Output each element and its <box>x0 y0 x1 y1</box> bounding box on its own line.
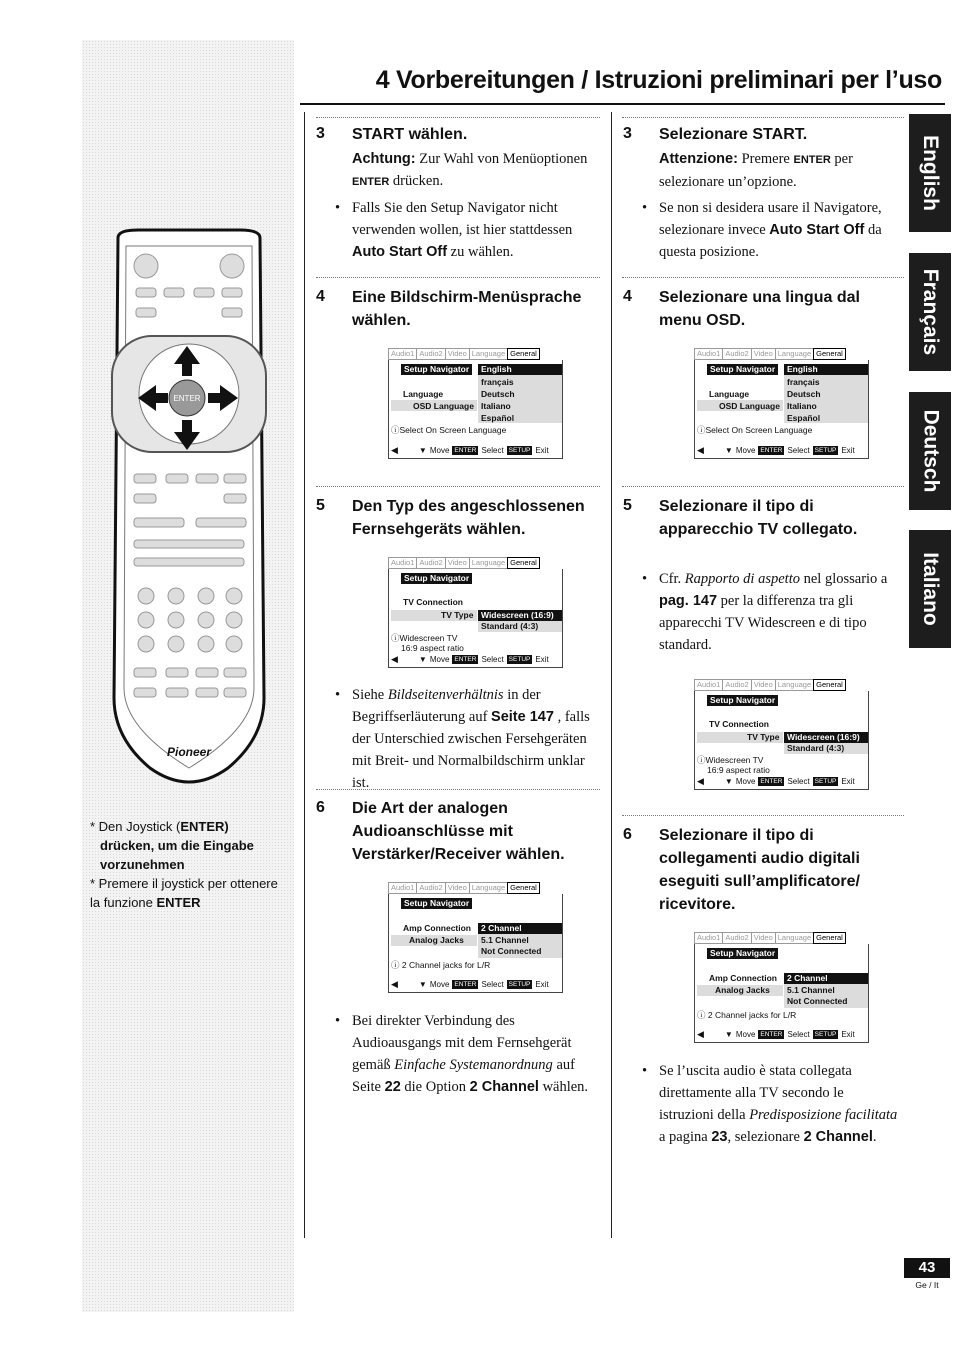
step-heading: Die Art der analogen Audioanschlüsse mit Verstärker/Receiver wählen. <box>352 800 565 863</box>
tab-deutsch-label: Deutsch <box>919 409 943 493</box>
osd-info: ⓘSelect On Screen Language <box>391 425 507 435</box>
bullet-text: in der Begriffserläuterung auf <box>352 687 541 725</box>
osd-tabs <box>694 932 869 944</box>
step-bullet: • Siehe Bildseitenverhältnis in der Begriffserläuterung auf Seite 147 , falls der Unterschied zwischen Fersehgeräten mit Breit- und Normalbildschirm unklar ist. <box>335 687 590 791</box>
footnote-it-enter: ENTER <box>156 895 201 910</box>
osd-option: Español <box>787 413 821 423</box>
osd-selected-option: 2 Channel <box>784 973 868 984</box>
osd-option: Italiano <box>481 401 511 411</box>
note-enter: ENTER <box>352 176 390 188</box>
osd-body <box>388 569 563 668</box>
osd-move: Move <box>429 980 450 989</box>
note-end: drücken. <box>389 173 444 189</box>
osd-body <box>694 360 869 459</box>
osd-label: Analog Jacks <box>409 935 464 945</box>
step-number: 3 <box>623 125 632 142</box>
bullet-text: Falls Sie den Setup Navigator nicht verwenden wollen, ist hier stattdessen <box>352 200 573 238</box>
osd-footer: ◀ ▼ Move ENTER Select SETUP Exit <box>391 445 549 455</box>
osd-banner: Setup Navigator <box>707 364 778 375</box>
note-label: Attenzione: <box>659 151 738 167</box>
footnote-de <box>90 817 290 836</box>
osd-tab: Video <box>445 557 469 569</box>
column-divider-right <box>611 112 612 1238</box>
enter-label: ENTER <box>173 394 201 403</box>
osd-label: Language <box>403 389 444 399</box>
osd-body <box>388 360 563 459</box>
osd-label: TV Type <box>441 610 474 620</box>
osd-tab: Audio1 <box>388 882 416 894</box>
osd-banner: Setup Navigator <box>401 898 472 909</box>
bullet-bold: Auto Start Off <box>769 222 865 238</box>
osd-tab: Video <box>445 348 469 360</box>
osd-tab-active: General <box>813 679 846 691</box>
osd-exit: Exit <box>535 446 549 455</box>
bullet-text: Cfr. <box>659 571 685 587</box>
osd-selected-option: 2 Channel <box>478 923 562 934</box>
osd-tab: Audio2 <box>416 882 444 894</box>
tab-italiano[interactable] <box>909 530 951 648</box>
page-language-code: Ge / It <box>915 1280 939 1290</box>
bullet-end: . <box>872 1129 877 1145</box>
bullet-text: nel glossario a <box>799 571 888 587</box>
osd-footer: ◀ ▼ Move ENTER Select SETUP Exit <box>697 1029 855 1039</box>
osd-tab: Audio2 <box>416 557 444 569</box>
osd-option: français <box>481 377 514 387</box>
osd-info: ⓘ 2 Channel jacks for L/R <box>697 1010 797 1020</box>
osd-option: Not Connected <box>787 996 848 1006</box>
osd-tab: Video <box>751 679 775 691</box>
step-number: 3 <box>316 125 325 142</box>
step-note <box>352 148 600 193</box>
osd-select: Select <box>481 446 504 455</box>
osd-selected-option: English <box>478 364 562 375</box>
osd-footer: ◀ ▼ Move ENTER Select SETUP Exit <box>391 979 549 989</box>
step-number: 6 <box>316 799 325 816</box>
bullet-text: Bei direkter Verbindung des Audioausgangs mit dem Fernsehgerät gemäß <box>352 1013 572 1073</box>
osd-label: OSD Language <box>413 401 474 411</box>
bullet-italic: Einfache Systemanordnung <box>394 1057 553 1073</box>
enter-key-icon: ENTER <box>454 447 477 454</box>
osd-info-text: 2 Channel jacks for L/R <box>707 1010 797 1020</box>
osd-label: Language <box>709 389 750 399</box>
osd-option: Italiano <box>787 401 817 411</box>
rule <box>316 277 600 278</box>
step-number: 4 <box>316 288 325 305</box>
osd-tab: Video <box>751 932 775 944</box>
bullet-end: da questa posizione. <box>659 222 882 260</box>
osd-amp-screen <box>694 932 869 1044</box>
osd-info-text: Select On Screen Language <box>705 425 813 435</box>
osd-info: ⓘSelect On Screen Language <box>697 425 813 435</box>
osd-label: Amp Connection <box>403 923 471 933</box>
osd-info-text: Select On Screen Language <box>399 425 507 435</box>
note-text: Zur Wahl von Menüoptionen <box>415 151 588 167</box>
step-heading: START wählen. <box>352 126 468 143</box>
osd-language-screen <box>694 348 869 460</box>
osd-tab-active: General <box>507 882 540 894</box>
osd-tab: Language <box>469 348 507 360</box>
step-heading: Den Typ des angeschlossenen Fernsehgeräts wählen. <box>352 498 585 538</box>
osd-tab: Audio1 <box>694 679 722 691</box>
osd-label: Analog Jacks <box>715 985 770 995</box>
footnote-it-prefix: * Premere il joystick per ottenere la funzione <box>90 876 278 910</box>
osd-option: Español <box>481 413 515 423</box>
setup-key-icon: SETUP <box>814 778 837 785</box>
osd-banner: Setup Navigator <box>401 573 472 584</box>
note-label: Achtung: <box>352 151 416 167</box>
osd-footer: ◀ ▼ Move ENTER Select SETUP Exit <box>697 445 855 455</box>
osd-tab-active: General <box>507 557 540 569</box>
footnote-de-enter: ENTER) <box>180 819 229 834</box>
enter-key-icon: ENTER <box>760 778 783 785</box>
osd-banner: Setup Navigator <box>707 948 778 959</box>
bullet-text: a pagina <box>659 1129 712 1145</box>
bullet-text: auf Seite <box>352 1057 575 1095</box>
osd-info-text: Widescreen TV <box>705 755 764 765</box>
osd-label: TV Type <box>747 732 780 742</box>
rule <box>622 117 904 118</box>
osd-exit: Exit <box>841 1030 855 1039</box>
osd-banner: Setup Navigator <box>401 364 472 375</box>
step-heading: Selezionare START. <box>659 126 808 143</box>
rule <box>316 486 600 487</box>
osd-tab-active: General <box>813 932 846 944</box>
osd-tab-active: General <box>507 348 540 360</box>
osd-tabs <box>388 882 563 894</box>
osd-tab: Language <box>469 557 507 569</box>
osd-exit: Exit <box>841 446 855 455</box>
osd-move: Move <box>735 1030 756 1039</box>
osd-tab: Audio2 <box>722 348 750 360</box>
setup-key-icon: SETUP <box>508 447 531 454</box>
setup-key-icon: SETUP <box>814 1031 837 1038</box>
osd-label: Amp Connection <box>709 973 777 983</box>
osd-body <box>388 894 563 993</box>
bullet-text: Siehe <box>352 687 388 703</box>
osd-tabs <box>694 348 869 360</box>
osd-tab: Audio1 <box>388 557 416 569</box>
osd-info: ⓘWidescreen TV <box>391 633 458 643</box>
bullet-bold: 2 Channel <box>469 1079 539 1095</box>
enter-key-icon: ENTER <box>760 1031 783 1038</box>
bullet-end: , falls der Unterschied zwischen Fersehgeräten mit Breit- und Normalbildschirm unklar ist. <box>352 709 590 791</box>
page-number: 43 <box>904 1258 950 1278</box>
osd-exit: Exit <box>535 980 549 989</box>
osd-label: TV Connection <box>709 719 769 729</box>
osd-label: TV Connection <box>403 597 463 607</box>
osd-move: Move <box>735 446 756 455</box>
bullet-text: Se non si desidera usare il Navigatore, selezionare invece <box>659 200 882 238</box>
osd-tab: Language <box>775 348 813 360</box>
osd-option: 5.1 Channel <box>481 935 529 945</box>
osd-label: OSD Language <box>719 401 780 411</box>
osd-tab: Video <box>751 348 775 360</box>
bullet-text: die Option <box>400 1079 470 1095</box>
osd-banner: Setup Navigator <box>707 695 778 706</box>
osd-move: Move <box>735 777 756 786</box>
bullet-end: per la differenza tra gli apparecchi TV Widescreen e di tipo standard. <box>659 593 867 653</box>
osd-move: Move <box>429 446 450 455</box>
tab-english-label: English <box>919 135 942 211</box>
step-heading: Eine Bildschirm-Menüsprache wählen. <box>352 289 582 329</box>
note-enter: ENTER <box>793 154 831 166</box>
osd-exit: Exit <box>535 655 549 664</box>
step-bullet: • Falls Sie den Setup Navigator nicht verwenden wollen, ist hier stattdessen Auto Start Off zu wählen. <box>335 200 573 260</box>
osd-selected-option: Widescreen (16:9) <box>784 732 868 743</box>
bullet-end: zu wählen. <box>447 244 514 260</box>
bullet-italic: Predisposizione facilitata <box>749 1107 898 1123</box>
osd-body <box>694 944 869 1043</box>
rule <box>622 277 904 278</box>
osd-tv-screen <box>388 557 563 669</box>
osd-tab: Audio1 <box>388 348 416 360</box>
osd-info: ⓘWidescreen TV <box>697 755 764 765</box>
bullet-bold: Auto Start Off <box>352 244 448 260</box>
step-number: 5 <box>623 497 632 514</box>
osd-tab: Language <box>775 679 813 691</box>
column-divider-left <box>304 112 305 1238</box>
osd-tab: Video <box>445 882 469 894</box>
footnote-de-prefix: * Den Joystick ( <box>90 819 181 834</box>
osd-option: 5.1 Channel <box>787 985 835 995</box>
osd-select: Select <box>481 980 504 989</box>
page-title: 4 Vorbereitungen / Istruzioni preliminari per l’uso <box>375 66 942 94</box>
osd-option: Deutsch <box>481 389 515 399</box>
osd-move: Move <box>429 655 450 664</box>
title-rule <box>300 103 945 105</box>
setup-key-icon: SETUP <box>508 981 531 988</box>
osd-select: Select <box>787 446 810 455</box>
osd-info-text: Widescreen TV <box>399 633 458 643</box>
step-heading: Selezionare una lingua dal menu OSD. <box>659 289 860 329</box>
osd-option: Not Connected <box>481 946 542 956</box>
rule <box>622 815 904 816</box>
osd-info: ⓘ 2 Channel jacks for L/R <box>391 960 491 970</box>
osd-select: Select <box>787 777 810 786</box>
step-heading: Selezionare il tipo di apparecchio TV collegato. <box>659 498 858 538</box>
osd-tv-screen <box>694 679 869 791</box>
osd-tab: Language <box>469 882 507 894</box>
step-bullet: • Bei direkter Verbindung des Audioausgangs mit dem Fernsehgerät gemäß Einfache Systemanordnung auf Seite 22 die Option 2 Channel wählen. <box>335 1013 589 1095</box>
rule <box>622 486 904 487</box>
bullet-text: Se l’uscita audio è stata collegata direttamente alla TV secondo le istruzioni della <box>659 1063 852 1123</box>
footnote-it <box>90 874 290 912</box>
step-number: 4 <box>623 288 632 305</box>
bullet-end: wählen. <box>538 1079 589 1095</box>
osd-option: Deutsch <box>787 389 821 399</box>
enter-key-icon: ENTER <box>454 656 477 663</box>
osd-selected-option: Widescreen (16:9) <box>478 610 562 621</box>
osd-option: Standard (4:3) <box>787 743 845 753</box>
tab-italiano-label: Italiano <box>919 552 943 626</box>
bullet-bold: Seite 147 <box>491 709 554 725</box>
osd-info-text: 2 Channel jacks for L/R <box>401 960 491 970</box>
tab-francais-label: Français <box>919 268 943 356</box>
osd-footer: ◀ ▼ Move ENTER Select SETUP Exit <box>391 654 549 664</box>
osd-tab: Audio2 <box>722 932 750 944</box>
bullet-text: , selezionare <box>727 1129 804 1145</box>
osd-body <box>694 691 869 790</box>
osd-tabs <box>694 679 869 691</box>
osd-tabs <box>388 348 563 360</box>
osd-option: français <box>787 377 820 387</box>
enter-key-icon: ENTER <box>454 981 477 988</box>
osd-tab: Audio1 <box>694 348 722 360</box>
step-bullet: • Se non si desidera usare il Navigatore, selezionare invece Auto Start Off da questa posizione. <box>642 200 882 260</box>
footnote-de-rest: drücken, um die Eingabe vorzunehmen <box>100 838 254 872</box>
bullet-bold: pag. 147 <box>659 593 718 609</box>
step-number: 5 <box>316 497 325 514</box>
osd-footer: ◀ ▼ Move ENTER Select SETUP Exit <box>697 776 855 786</box>
rule <box>316 117 600 118</box>
setup-key-icon: SETUP <box>508 656 531 663</box>
osd-exit: Exit <box>841 777 855 786</box>
osd-option: Standard (4:3) <box>481 621 539 631</box>
bullet-bold: 2 Channel <box>803 1129 873 1145</box>
tab-francais[interactable] <box>909 253 951 371</box>
osd-tab: Language <box>775 932 813 944</box>
step-note <box>659 148 899 193</box>
osd-selected-option: English <box>784 364 868 375</box>
osd-language-screen <box>388 348 563 460</box>
pioneer-logo: Pioneer <box>166 745 212 759</box>
enter-key-icon: ENTER <box>760 447 783 454</box>
step-number: 6 <box>623 826 632 843</box>
tab-english[interactable] <box>909 114 951 232</box>
osd-tab-active: General <box>813 348 846 360</box>
osd-amp-screen <box>388 882 563 994</box>
bullet-bold: 22 <box>384 1079 401 1095</box>
remote-control-illustration <box>108 228 270 800</box>
osd-info-text: 16:9 aspect ratio <box>401 643 464 653</box>
tab-deutsch[interactable] <box>909 392 951 510</box>
note-text: Premere <box>737 151 794 167</box>
bullet-bold: 23 <box>711 1129 728 1145</box>
step-heading: Selezionare il tipo di collegamenti audio digitali eseguiti sull’amplificatore/ ricevitore. <box>659 827 860 913</box>
note-end: per selezionare un’opzione. <box>659 151 853 190</box>
osd-tab: Audio1 <box>694 932 722 944</box>
setup-key-icon: SETUP <box>814 447 837 454</box>
step-bullet: • Cfr. Rapporto di aspetto nel glossario a pag. 147 per la differenza tra gli apparecchi TV Widescreen e di tipo standard. <box>642 571 888 653</box>
osd-tab: Audio2 <box>416 348 444 360</box>
osd-info-text: 16:9 aspect ratio <box>707 765 770 775</box>
osd-select: Select <box>787 1030 810 1039</box>
enter-footnote <box>90 817 290 912</box>
step-bullet: • Se l’uscita audio è stata collegata direttamente alla TV secondo le istruzioni della Predisposizione facilitata a pagina 23, selezionare 2 Channel. <box>642 1063 898 1145</box>
osd-tabs <box>388 557 563 569</box>
bullet-italic: Rapporto di aspetto <box>684 571 800 587</box>
osd-select: Select <box>481 655 504 664</box>
bullet-italic: Bildseitenverhältnis <box>387 687 504 703</box>
osd-tab: Audio2 <box>722 679 750 691</box>
